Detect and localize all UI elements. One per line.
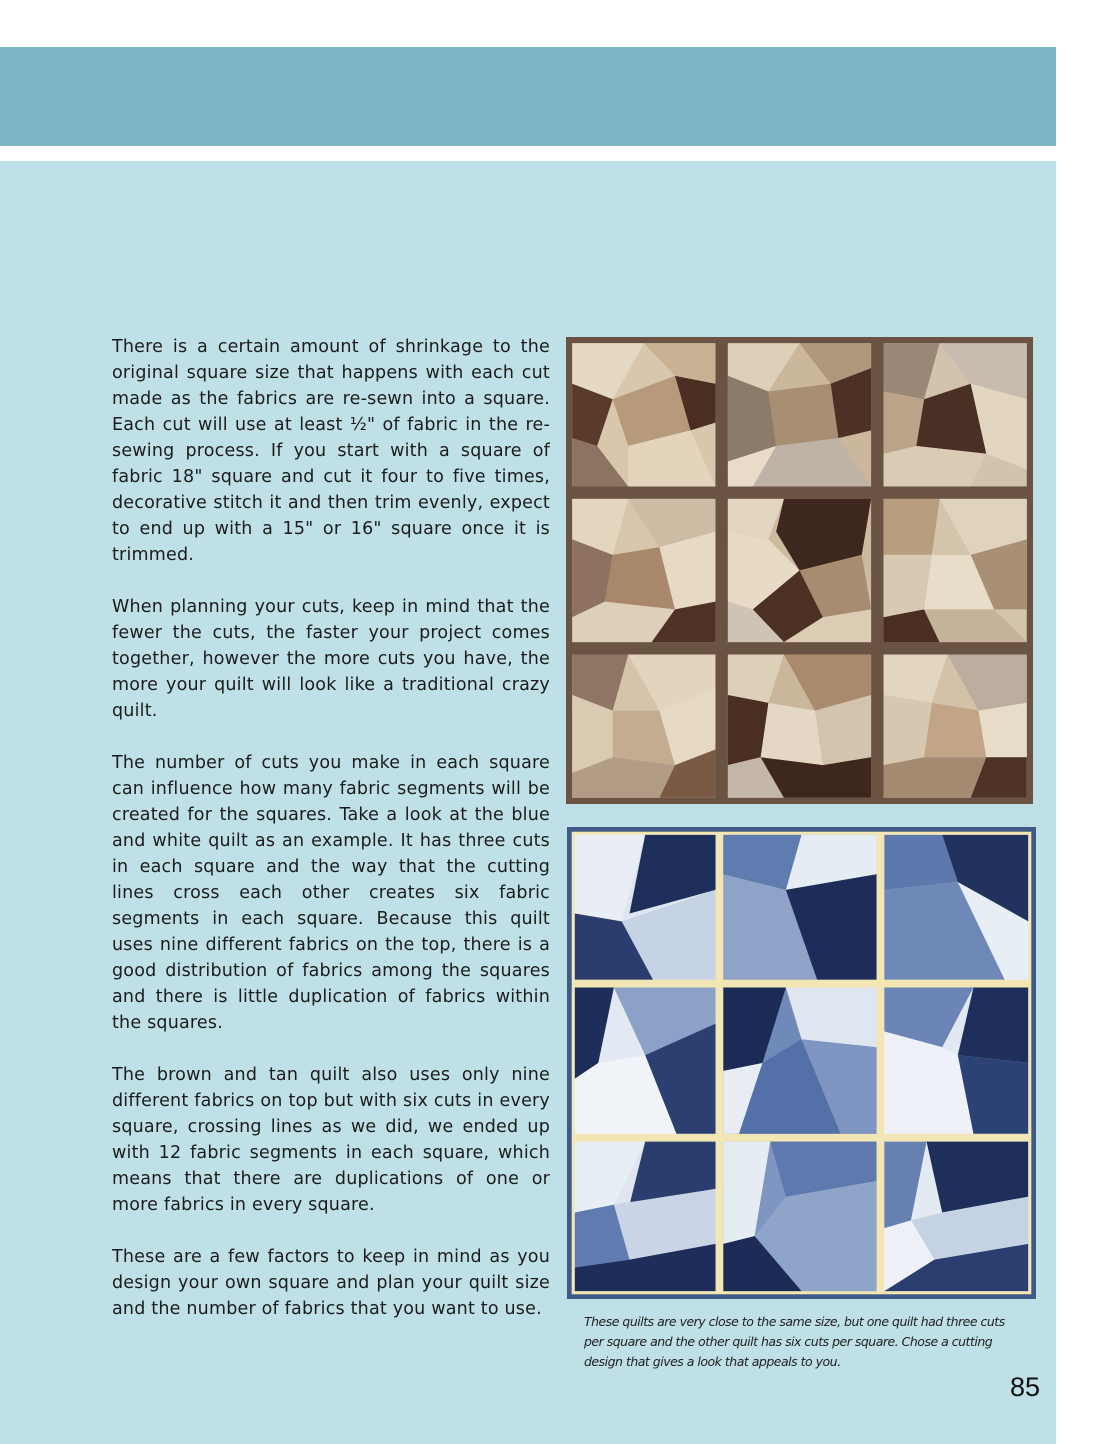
paragraph-brown-quilt: The brown and tan quilt also uses only nine different fabrics on top but with six cuts in every square, crossing lines as we did, we ended up with 12 fabric segments in each square, which means that there are duplications of one or more fabrics in every square. (112, 1065, 550, 1215)
blue-white-quilt-photo (567, 827, 1036, 1299)
paragraph-number-of-cuts: The number of cuts you make in each square can influence how many fabric segments will be created for the squares. Take a look at the blue and white quilt as an example. It has three cuts in each square and the way that the cutting lines cross each other creates six fabric segments in each square. Because this quilt uses nine different fabrics on the top, there is a good distribution of fabrics among the squares and there is little duplication of fabrics within the squares. (112, 753, 550, 1033)
paragraph-shrinkage: There is a certain amount of shrinkage to the original square size that happens with each cut made as the fabrics are re-sewn into a square. Each cut will use at least ½" of fabric in the re-sewing process. If you start with a square of fabric 18" square and cut it four to five times, decorative stitch it and then trim evenly, expect to end up with a 15" or 16" square once it is trimmed. (112, 337, 550, 565)
header-band (0, 47, 1056, 146)
figure-caption: These quilts are very close to the same size, but one quilt had three cuts per square and the other quilt has six cuts per square. Chose a cutting design that gives a look that appeals to you. (584, 1314, 1005, 1369)
body-text (112, 334, 550, 1348)
blue-white-quilt-image (567, 827, 1036, 1299)
paragraph-planning-cuts: When planning your cuts, keep in mind that the fewer the cuts, the faster your project comes together, however the more cuts you have, the more your quilt will look like a traditional crazy quilt. (112, 597, 550, 721)
brown-tan-quilt-image (566, 337, 1033, 804)
paragraph-factors: These are a few factors to keep in mind as you design your own square and plan your quilt size and the number of fabrics that you want to use. (112, 1247, 550, 1319)
page-number: 85 (1009, 1372, 1040, 1402)
brown-tan-quilt-photo (566, 337, 1033, 804)
